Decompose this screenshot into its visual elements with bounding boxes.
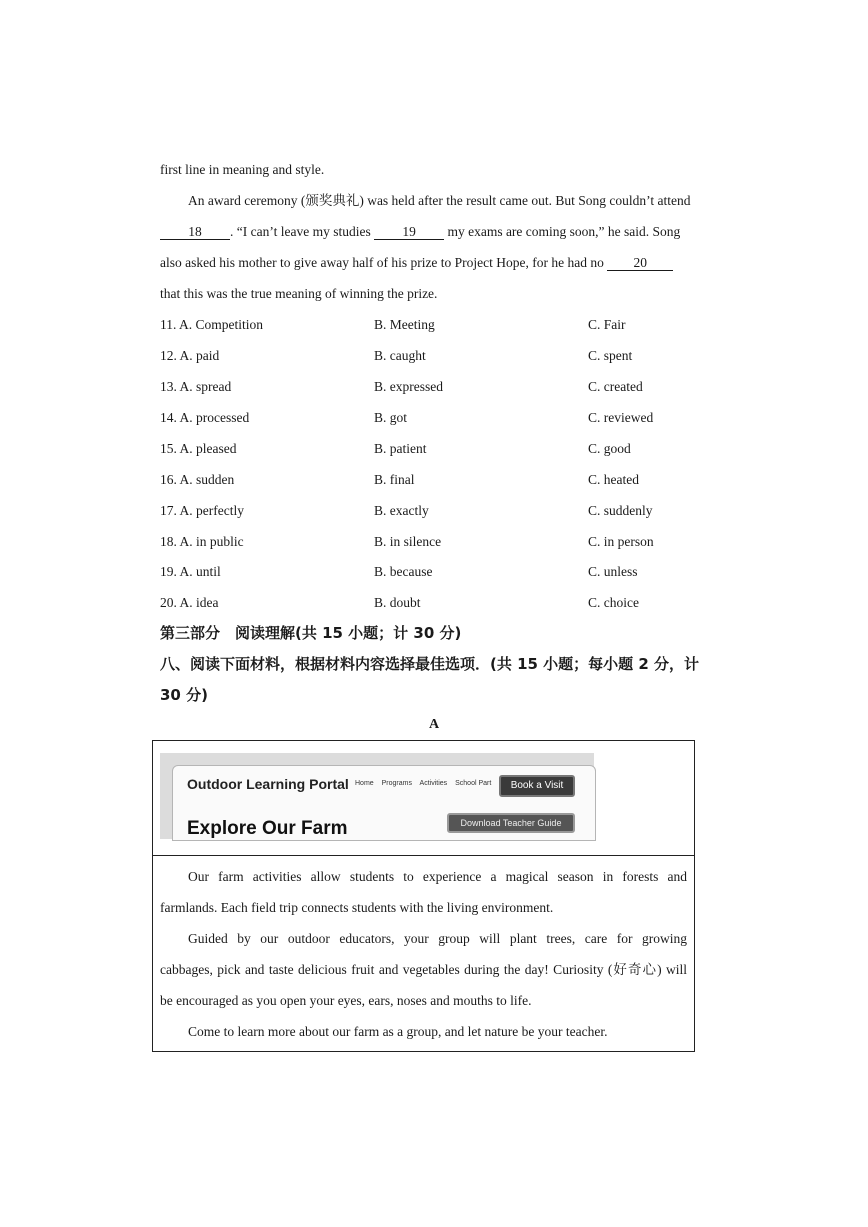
- article-line: farmlands. Each field trip connects students with the living environment.: [160, 900, 554, 915]
- reading-box: [152, 740, 695, 1052]
- nav-item-home: Home: [355, 780, 374, 787]
- option-b: B. caught: [374, 348, 426, 363]
- section-title: 第三部分 阅读理解(共 15 小题；计 30 分): [160, 624, 462, 642]
- blank-19: 19: [374, 224, 444, 240]
- option-c: C. heated: [588, 472, 639, 487]
- option-c: C. choice: [588, 595, 639, 610]
- option-a: 18. A. in public: [160, 534, 244, 549]
- option-c: C. suddenly: [588, 503, 653, 518]
- option-b: B. doubt: [374, 595, 421, 610]
- article-line: Come to learn more about our farm as a group, and let nature be your teacher.: [188, 1024, 608, 1039]
- option-c: C. Fair: [588, 317, 626, 332]
- passage-text: also asked his mother to give away half of his prize to Project Hope, for he had no: [160, 255, 604, 270]
- teacher-guide-button: Download Teacher Guide: [447, 813, 575, 833]
- option-c: C. spent: [588, 348, 633, 363]
- passage-text: my exams are coming soon,” he said. Song: [447, 224, 681, 239]
- option-a: 15. A. pleased: [160, 441, 237, 456]
- portal-nav: [355, 780, 497, 787]
- option-a: 13. A. spread: [160, 379, 232, 394]
- option-a: 11. A. Competition: [160, 317, 264, 332]
- option-b: B. got: [374, 410, 408, 425]
- passage-line: An award ceremony (颁奖典礼) was held after the result came out. But Song couldn’t attend: [188, 193, 691, 208]
- blank-20: 20: [607, 255, 673, 271]
- passage-line: [160, 254, 710, 272]
- article-line: Our farm activities allow students to experience a magical season in forests and: [188, 869, 687, 884]
- portal-title: Outdoor Learning Portal: [187, 776, 349, 792]
- nav-item-programs: Programs: [381, 780, 412, 787]
- option-b: B. exactly: [374, 503, 429, 518]
- option-a: 16. A. sudden: [160, 472, 235, 487]
- section-instruction: 八、阅读下面材料，根据材料内容选择最佳选项．(共 15 小题；每小题 2 分，计: [160, 655, 700, 673]
- article-line: be encouraged as you open your eyes, ears, noses and mouths to life.: [160, 993, 532, 1008]
- option-a: 20. A. idea: [160, 595, 219, 610]
- option-a: 14. A. processed: [160, 410, 250, 425]
- nav-item-activities: Activities: [419, 780, 448, 787]
- option-b: B. patient: [374, 441, 427, 456]
- option-c: C. in person: [588, 534, 654, 549]
- portal-screenshot: [160, 753, 594, 839]
- article-line: Guided by our outdoor educators, your group will plant trees, care for growing: [188, 931, 687, 946]
- passage-line-blanks: [160, 223, 710, 241]
- option-b: B. Meeting: [374, 317, 435, 332]
- passage-line: first line in meaning and style.: [160, 162, 325, 177]
- option-c: C. reviewed: [588, 410, 654, 425]
- book-visit-button: Book a Visit: [499, 775, 575, 797]
- blank-18: 18: [160, 224, 230, 240]
- article-line: cabbages, pick and taste delicious fruit and vegetables during the day! Curiosity (好奇心) will: [160, 962, 687, 977]
- option-a: 12. A. paid: [160, 348, 220, 363]
- section-instruction-cont: 30 分): [160, 686, 208, 704]
- option-a: 19. A. until: [160, 564, 221, 579]
- portal-window: [172, 765, 596, 841]
- option-c: C. good: [588, 441, 631, 456]
- passage-letter: A: [428, 717, 440, 732]
- passage-text: . “I can’t leave my studies: [230, 224, 371, 239]
- option-b: B. expressed: [374, 379, 443, 394]
- option-b: B. final: [374, 472, 415, 487]
- portal-heading: Explore Our Farm: [187, 818, 348, 839]
- nav-item-school-part: School Part: [455, 780, 492, 787]
- box-divider: [153, 855, 694, 856]
- option-c: C. created: [588, 379, 643, 394]
- option-b: B. because: [374, 564, 433, 579]
- option-b: B. in silence: [374, 534, 442, 549]
- passage-line: that this was the true meaning of winning the prize.: [160, 286, 438, 301]
- option-c: C. unless: [588, 564, 638, 579]
- option-a: 17. A. perfectly: [160, 503, 244, 518]
